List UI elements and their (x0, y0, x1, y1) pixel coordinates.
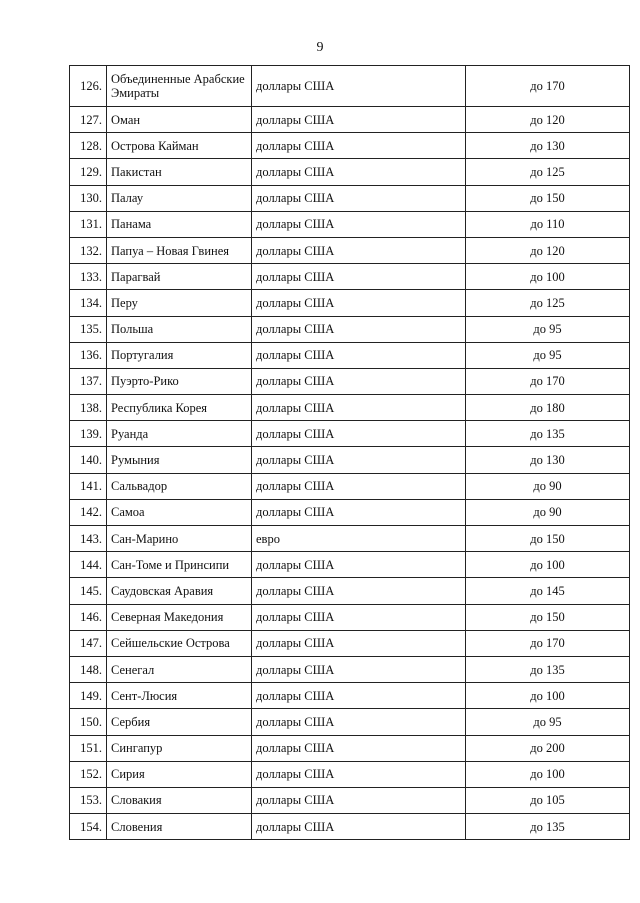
row-number-cell: 134. (70, 290, 107, 316)
limit-cell: до 150 (466, 185, 630, 211)
row-number-cell: 131. (70, 211, 107, 237)
currency-cell: доллары США (252, 604, 466, 630)
currency-cell: доллары США (252, 761, 466, 787)
row-number-cell: 147. (70, 630, 107, 656)
country-cell: Республика Корея (107, 395, 252, 421)
table-row (70, 656, 630, 682)
page-number: 9 (316, 40, 324, 55)
currency-cell: доллары США (252, 735, 466, 761)
row-number-cell: 140. (70, 447, 107, 473)
country-cell: Сан-Марино (107, 526, 252, 552)
limit-cell: до 105 (466, 787, 630, 813)
country-cell: Португалия (107, 342, 252, 368)
table-row (70, 814, 630, 840)
row-number-cell: 141. (70, 473, 107, 499)
country-cell: Словакия (107, 787, 252, 813)
country-cell: Сенегал (107, 656, 252, 682)
table-row (70, 761, 630, 787)
limit-cell: до 135 (466, 656, 630, 682)
currency-cell: доллары США (252, 237, 466, 263)
currency-cell: доллары США (252, 133, 466, 159)
row-number-cell: 129. (70, 159, 107, 185)
table-row (70, 211, 630, 237)
currency-cell: доллары США (252, 159, 466, 185)
currency-cell: доллары США (252, 473, 466, 499)
limit-cell: до 100 (466, 264, 630, 290)
currency-cell: доллары США (252, 342, 466, 368)
table-row (70, 159, 630, 185)
country-cell: Острова Кайман (107, 133, 252, 159)
table-row (70, 316, 630, 342)
limit-cell: до 125 (466, 290, 630, 316)
country-cell: Сальвадор (107, 473, 252, 499)
table-row (70, 447, 630, 473)
row-number-cell: 139. (70, 421, 107, 447)
row-number-cell: 130. (70, 185, 107, 211)
country-cell: Сингапур (107, 735, 252, 761)
table-row (70, 578, 630, 604)
table-row (70, 66, 630, 107)
currency-cell: доллары США (252, 630, 466, 656)
currency-cell: доллары США (252, 316, 466, 342)
currency-cell: доллары США (252, 368, 466, 394)
country-cell: Сербия (107, 709, 252, 735)
country-cell: Пакистан (107, 159, 252, 185)
limit-cell: до 135 (466, 421, 630, 447)
currency-cell: доллары США (252, 185, 466, 211)
currency-cell: доллары США (252, 787, 466, 813)
country-cell: Саудовская Аравия (107, 578, 252, 604)
limit-cell: до 100 (466, 683, 630, 709)
row-number-cell: 137. (70, 368, 107, 394)
row-number-cell: 136. (70, 342, 107, 368)
country-cell: Сент-Люсия (107, 683, 252, 709)
row-number-cell: 143. (70, 526, 107, 552)
currency-cell: евро (252, 526, 466, 552)
row-number-cell: 146. (70, 604, 107, 630)
row-number-cell: 127. (70, 107, 107, 133)
country-cell: Самоа (107, 499, 252, 525)
table-row (70, 342, 630, 368)
country-cell: Панама (107, 211, 252, 237)
limit-cell: до 170 (466, 368, 630, 394)
limit-cell: до 170 (466, 66, 630, 107)
row-number-cell: 152. (70, 761, 107, 787)
currency-cell: доллары США (252, 656, 466, 682)
row-number-cell: 132. (70, 237, 107, 263)
row-number-cell: 126. (70, 66, 107, 107)
country-cell: Румыния (107, 447, 252, 473)
currency-cell: доллары США (252, 211, 466, 237)
country-cell: Оман (107, 107, 252, 133)
currency-cell: доллары США (252, 683, 466, 709)
country-cell: Польша (107, 316, 252, 342)
row-number-cell: 145. (70, 578, 107, 604)
table-row (70, 185, 630, 211)
table-row (70, 683, 630, 709)
limit-cell: до 130 (466, 447, 630, 473)
currency-cell: доллары США (252, 421, 466, 447)
limits-table-body (70, 66, 630, 840)
row-number-cell: 150. (70, 709, 107, 735)
table-row (70, 395, 630, 421)
country-cell: Сан-Томе и Принсипи (107, 552, 252, 578)
limit-cell: до 170 (466, 630, 630, 656)
limit-cell: до 100 (466, 552, 630, 578)
country-cell: Пуэрто-Рико (107, 368, 252, 394)
table-row (70, 133, 630, 159)
row-number-cell: 151. (70, 735, 107, 761)
table-row (70, 552, 630, 578)
country-cell: Объединенные Арабские Эмираты (107, 66, 252, 107)
table-row (70, 473, 630, 499)
limit-cell: до 110 (466, 211, 630, 237)
country-cell: Северная Македония (107, 604, 252, 630)
limit-cell: до 90 (466, 499, 630, 525)
row-number-cell: 133. (70, 264, 107, 290)
limit-cell: до 125 (466, 159, 630, 185)
country-cell: Сейшельские Острова (107, 630, 252, 656)
currency-cell: доллары США (252, 447, 466, 473)
table-row (70, 421, 630, 447)
table-row (70, 264, 630, 290)
row-number-cell: 148. (70, 656, 107, 682)
currency-cell: доллары США (252, 709, 466, 735)
row-number-cell: 154. (70, 814, 107, 840)
limit-cell: до 150 (466, 526, 630, 552)
table-row (70, 237, 630, 263)
table-row (70, 787, 630, 813)
row-number-cell: 153. (70, 787, 107, 813)
limit-cell: до 95 (466, 316, 630, 342)
limit-cell: до 120 (466, 107, 630, 133)
table-row (70, 368, 630, 394)
currency-cell: доллары США (252, 578, 466, 604)
row-number-cell: 142. (70, 499, 107, 525)
row-number-cell: 135. (70, 316, 107, 342)
currency-cell: доллары США (252, 66, 466, 107)
table-row (70, 709, 630, 735)
limit-cell: до 90 (466, 473, 630, 499)
limit-cell: до 130 (466, 133, 630, 159)
row-number-cell: 128. (70, 133, 107, 159)
currency-cell: доллары США (252, 107, 466, 133)
limit-cell: до 95 (466, 709, 630, 735)
limits-table (69, 65, 630, 840)
country-cell: Палау (107, 185, 252, 211)
limit-cell: до 200 (466, 735, 630, 761)
limit-cell: до 145 (466, 578, 630, 604)
table-row (70, 604, 630, 630)
row-number-cell: 144. (70, 552, 107, 578)
country-cell: Перу (107, 290, 252, 316)
row-number-cell: 138. (70, 395, 107, 421)
country-cell: Словения (107, 814, 252, 840)
limit-cell: до 135 (466, 814, 630, 840)
country-cell: Руанда (107, 421, 252, 447)
limit-cell: до 180 (466, 395, 630, 421)
currency-cell: доллары США (252, 264, 466, 290)
limit-cell: до 95 (466, 342, 630, 368)
country-cell: Сирия (107, 761, 252, 787)
currency-cell: доллары США (252, 814, 466, 840)
country-cell: Папуа – Новая Гвинея (107, 237, 252, 263)
currency-cell: доллары США (252, 290, 466, 316)
currency-cell: доллары США (252, 395, 466, 421)
table-row (70, 735, 630, 761)
limit-cell: до 100 (466, 761, 630, 787)
table-row (70, 107, 630, 133)
limit-cell: до 150 (466, 604, 630, 630)
currency-cell: доллары США (252, 499, 466, 525)
table-row (70, 290, 630, 316)
table-row (70, 526, 630, 552)
table-row (70, 499, 630, 525)
currency-cell: доллары США (252, 552, 466, 578)
limit-cell: до 120 (466, 237, 630, 263)
country-cell: Парагвай (107, 264, 252, 290)
table-row (70, 630, 630, 656)
row-number-cell: 149. (70, 683, 107, 709)
